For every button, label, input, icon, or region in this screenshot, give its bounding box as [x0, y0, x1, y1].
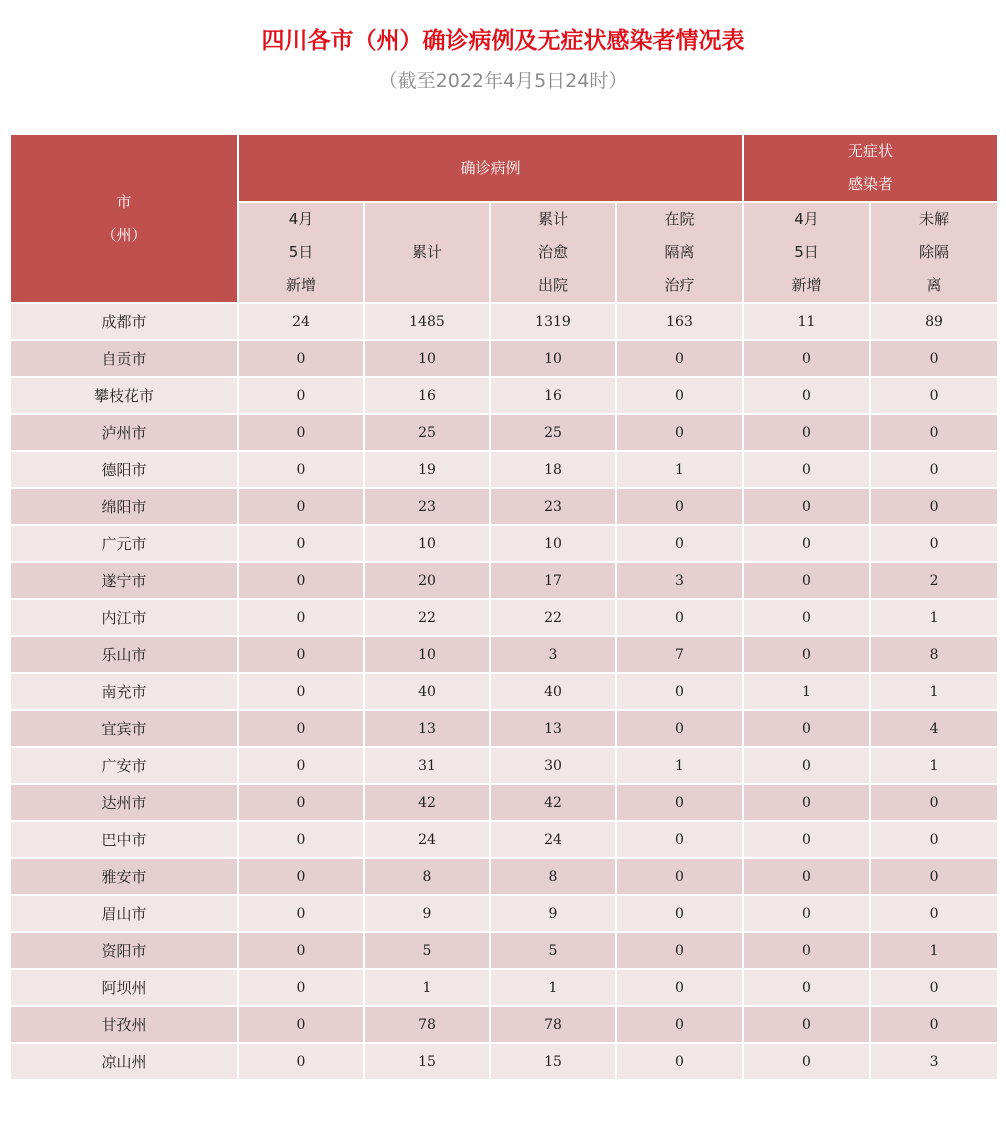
header-asym-line1: 无症状 [848, 142, 894, 160]
hospital-cell: 0 [616, 673, 743, 710]
asym-new-cell: 0 [743, 636, 870, 673]
cured-cell: 13 [490, 710, 616, 747]
cured-cell: 3 [490, 636, 616, 673]
new-confirmed-cell: 0 [238, 340, 364, 377]
cured-cell: 30 [490, 747, 616, 784]
header-confirmed-group: 确诊病例 [238, 134, 743, 202]
table-row [10, 377, 998, 414]
hospital-cell: 0 [616, 710, 743, 747]
total-cell: 23 [364, 488, 490, 525]
hospital-cell: 0 [616, 784, 743, 821]
header-hospital [616, 202, 743, 303]
table-row [10, 821, 998, 858]
covid-stats-table [9, 133, 999, 1081]
new-confirmed-cell: 0 [238, 451, 364, 488]
asym-unreleased-cell: 0 [870, 451, 998, 488]
header-new-line2: 5日 [288, 243, 314, 261]
hospital-cell: 0 [616, 821, 743, 858]
asym-new-cell: 0 [743, 895, 870, 932]
header-hospital-line3: 治疗 [664, 276, 695, 294]
asym-new-cell: 0 [743, 414, 870, 451]
total-cell: 24 [364, 821, 490, 858]
city-cell: 泸州市 [10, 414, 238, 451]
total-cell: 1 [364, 969, 490, 1006]
table-row [10, 710, 998, 747]
asym-unreleased-cell: 89 [870, 303, 998, 340]
table-row [10, 414, 998, 451]
city-cell: 乐山市 [10, 636, 238, 673]
table-row [10, 636, 998, 673]
asym-new-cell: 0 [743, 710, 870, 747]
table-row [10, 747, 998, 784]
new-confirmed-cell: 0 [238, 562, 364, 599]
city-cell: 南充市 [10, 673, 238, 710]
total-cell: 10 [364, 340, 490, 377]
header-cured-line3: 出院 [537, 276, 568, 294]
asym-new-cell: 0 [743, 858, 870, 895]
total-cell: 16 [364, 377, 490, 414]
total-cell: 22 [364, 599, 490, 636]
city-cell: 成都市 [10, 303, 238, 340]
city-cell: 内江市 [10, 599, 238, 636]
cured-cell: 17 [490, 562, 616, 599]
asym-new-cell: 0 [743, 969, 870, 1006]
table-row [10, 1006, 998, 1043]
table-row [10, 451, 998, 488]
hospital-cell: 0 [616, 525, 743, 562]
new-confirmed-cell: 24 [238, 303, 364, 340]
asym-unreleased-cell: 0 [870, 821, 998, 858]
city-cell: 攀枝花市 [10, 377, 238, 414]
header-asym-new-line1: 4月 [794, 210, 819, 228]
hospital-cell: 163 [616, 303, 743, 340]
hospital-cell: 0 [616, 969, 743, 1006]
total-cell: 1485 [364, 303, 490, 340]
asym-new-cell: 0 [743, 562, 870, 599]
cured-cell: 5 [490, 932, 616, 969]
hospital-cell: 1 [616, 451, 743, 488]
header-unreleased-line2: 除隔 [919, 243, 950, 261]
header-new-confirmed [238, 202, 364, 303]
cured-cell: 9 [490, 895, 616, 932]
header-asymptomatic-group [743, 134, 998, 202]
city-cell: 绵阳市 [10, 488, 238, 525]
cured-cell: 16 [490, 377, 616, 414]
city-cell: 广元市 [10, 525, 238, 562]
asym-new-cell: 0 [743, 340, 870, 377]
cured-cell: 40 [490, 673, 616, 710]
asym-new-cell: 0 [743, 821, 870, 858]
page-subtitle: （截至2022年4月5日24时） [378, 70, 628, 92]
asym-new-cell: 0 [743, 932, 870, 969]
table-row [10, 599, 998, 636]
header-cured [490, 202, 616, 303]
new-confirmed-cell: 0 [238, 747, 364, 784]
table-row [10, 969, 998, 1006]
header-new-line3: 新增 [285, 276, 316, 294]
asym-unreleased-cell: 0 [870, 414, 998, 451]
header-city-line1: 市 [116, 192, 132, 211]
asym-new-cell: 0 [743, 377, 870, 414]
header-asym-new-line3: 新增 [791, 276, 822, 294]
city-cell: 广安市 [10, 747, 238, 784]
table-row [10, 303, 998, 340]
table-row [10, 784, 998, 821]
cured-cell: 22 [490, 599, 616, 636]
new-confirmed-cell: 0 [238, 377, 364, 414]
new-confirmed-cell: 0 [238, 821, 364, 858]
header-asym-unreleased [870, 202, 998, 303]
cured-cell: 10 [490, 525, 616, 562]
asym-new-cell: 0 [743, 747, 870, 784]
asym-new-cell: 0 [743, 1043, 870, 1080]
cured-cell: 8 [490, 858, 616, 895]
city-cell: 阿坝州 [10, 969, 238, 1006]
city-cell: 眉山市 [10, 895, 238, 932]
cured-cell: 23 [490, 488, 616, 525]
new-confirmed-cell: 0 [238, 673, 364, 710]
new-confirmed-cell: 0 [238, 969, 364, 1006]
hospital-cell: 0 [616, 414, 743, 451]
hospital-cell: 0 [616, 377, 743, 414]
asym-unreleased-cell: 0 [870, 377, 998, 414]
asym-unreleased-cell: 2 [870, 562, 998, 599]
header-cured-line2: 治愈 [537, 243, 568, 261]
new-confirmed-cell: 0 [238, 525, 364, 562]
cured-cell: 18 [490, 451, 616, 488]
new-confirmed-cell: 0 [238, 710, 364, 747]
table-row [10, 673, 998, 710]
asym-unreleased-cell: 8 [870, 636, 998, 673]
hospital-cell: 1 [616, 747, 743, 784]
cured-cell: 15 [490, 1043, 616, 1080]
header-hospital-line2: 隔离 [664, 243, 695, 261]
cured-cell: 24 [490, 821, 616, 858]
header-new-line1: 4月 [288, 210, 314, 228]
table-row [10, 562, 998, 599]
cured-cell: 10 [490, 340, 616, 377]
total-cell: 40 [364, 673, 490, 710]
asym-unreleased-cell: 4 [870, 710, 998, 747]
hospital-cell: 0 [616, 932, 743, 969]
city-cell: 甘孜州 [10, 1006, 238, 1043]
asym-new-cell: 0 [743, 784, 870, 821]
asym-new-cell: 1 [743, 673, 870, 710]
asym-unreleased-cell: 1 [870, 932, 998, 969]
city-cell: 自贡市 [10, 340, 238, 377]
hospital-cell: 0 [616, 488, 743, 525]
asym-new-cell: 0 [743, 488, 870, 525]
city-cell: 资阳市 [10, 932, 238, 969]
cured-cell: 25 [490, 414, 616, 451]
cured-cell: 1319 [490, 303, 616, 340]
asym-unreleased-cell: 0 [870, 1006, 998, 1043]
asym-unreleased-cell: 0 [870, 525, 998, 562]
table-row [10, 858, 998, 895]
total-cell: 78 [364, 1006, 490, 1043]
asym-new-cell: 0 [743, 451, 870, 488]
hospital-cell: 0 [616, 1043, 743, 1080]
hospital-cell: 7 [616, 636, 743, 673]
cured-cell: 42 [490, 784, 616, 821]
new-confirmed-cell: 0 [238, 599, 364, 636]
asym-new-cell: 0 [743, 1006, 870, 1043]
total-cell: 8 [364, 858, 490, 895]
city-cell: 宜宾市 [10, 710, 238, 747]
hospital-cell: 0 [616, 1006, 743, 1043]
hospital-cell: 0 [616, 895, 743, 932]
total-cell: 15 [364, 1043, 490, 1080]
header-city-line2: （州） [101, 225, 147, 244]
asym-unreleased-cell: 0 [870, 488, 998, 525]
hospital-cell: 0 [616, 599, 743, 636]
new-confirmed-cell: 0 [238, 414, 364, 451]
header-asym-line2: 感染者 [848, 175, 894, 193]
new-confirmed-cell: 0 [238, 784, 364, 821]
asym-unreleased-cell: 0 [870, 858, 998, 895]
asym-unreleased-cell: 0 [870, 969, 998, 1006]
header-total: 累计 [364, 202, 490, 303]
cured-cell: 1 [490, 969, 616, 1006]
asym-new-cell: 0 [743, 525, 870, 562]
asym-unreleased-cell: 1 [870, 747, 998, 784]
asym-unreleased-cell: 0 [870, 784, 998, 821]
asym-unreleased-cell: 0 [870, 895, 998, 932]
total-cell: 42 [364, 784, 490, 821]
header-city [10, 134, 238, 303]
header-asym-new-line2: 5日 [794, 243, 819, 261]
table-row [10, 340, 998, 377]
header-asym-new [743, 202, 870, 303]
asym-new-cell: 0 [743, 599, 870, 636]
city-cell: 德阳市 [10, 451, 238, 488]
hospital-cell: 3 [616, 562, 743, 599]
new-confirmed-cell: 0 [238, 636, 364, 673]
city-cell: 凉山州 [10, 1043, 238, 1080]
table-body [10, 303, 998, 1080]
cured-cell: 78 [490, 1006, 616, 1043]
total-cell: 25 [364, 414, 490, 451]
city-cell: 雅安市 [10, 858, 238, 895]
total-cell: 13 [364, 710, 490, 747]
total-cell: 10 [364, 636, 490, 673]
table-row [10, 1043, 998, 1080]
asym-unreleased-cell: 1 [870, 599, 998, 636]
new-confirmed-cell: 0 [238, 895, 364, 932]
new-confirmed-cell: 0 [238, 488, 364, 525]
table-header [10, 134, 998, 303]
header-cured-line1: 累计 [537, 210, 568, 228]
new-confirmed-cell: 0 [238, 858, 364, 895]
total-cell: 31 [364, 747, 490, 784]
total-cell: 10 [364, 525, 490, 562]
city-cell: 巴中市 [10, 821, 238, 858]
total-cell: 9 [364, 895, 490, 932]
city-cell: 达州市 [10, 784, 238, 821]
total-cell: 19 [364, 451, 490, 488]
table-row [10, 488, 998, 525]
table-row [10, 932, 998, 969]
new-confirmed-cell: 0 [238, 1006, 364, 1043]
asym-unreleased-cell: 0 [870, 340, 998, 377]
total-cell: 20 [364, 562, 490, 599]
new-confirmed-cell: 0 [238, 932, 364, 969]
page-title: 四川各市（州）确诊病例及无症状感染者情况表 [261, 28, 745, 54]
table-row [10, 525, 998, 562]
hospital-cell: 0 [616, 858, 743, 895]
asym-unreleased-cell: 1 [870, 673, 998, 710]
total-cell: 5 [364, 932, 490, 969]
header-unreleased-line3: 离 [926, 276, 942, 294]
header-unreleased-line1: 未解 [919, 210, 950, 228]
new-confirmed-cell: 0 [238, 1043, 364, 1080]
hospital-cell: 0 [616, 340, 743, 377]
table-row [10, 895, 998, 932]
asym-unreleased-cell: 3 [870, 1043, 998, 1080]
city-cell: 遂宁市 [10, 562, 238, 599]
header-hospital-line1: 在院 [664, 210, 695, 228]
asym-new-cell: 11 [743, 303, 870, 340]
